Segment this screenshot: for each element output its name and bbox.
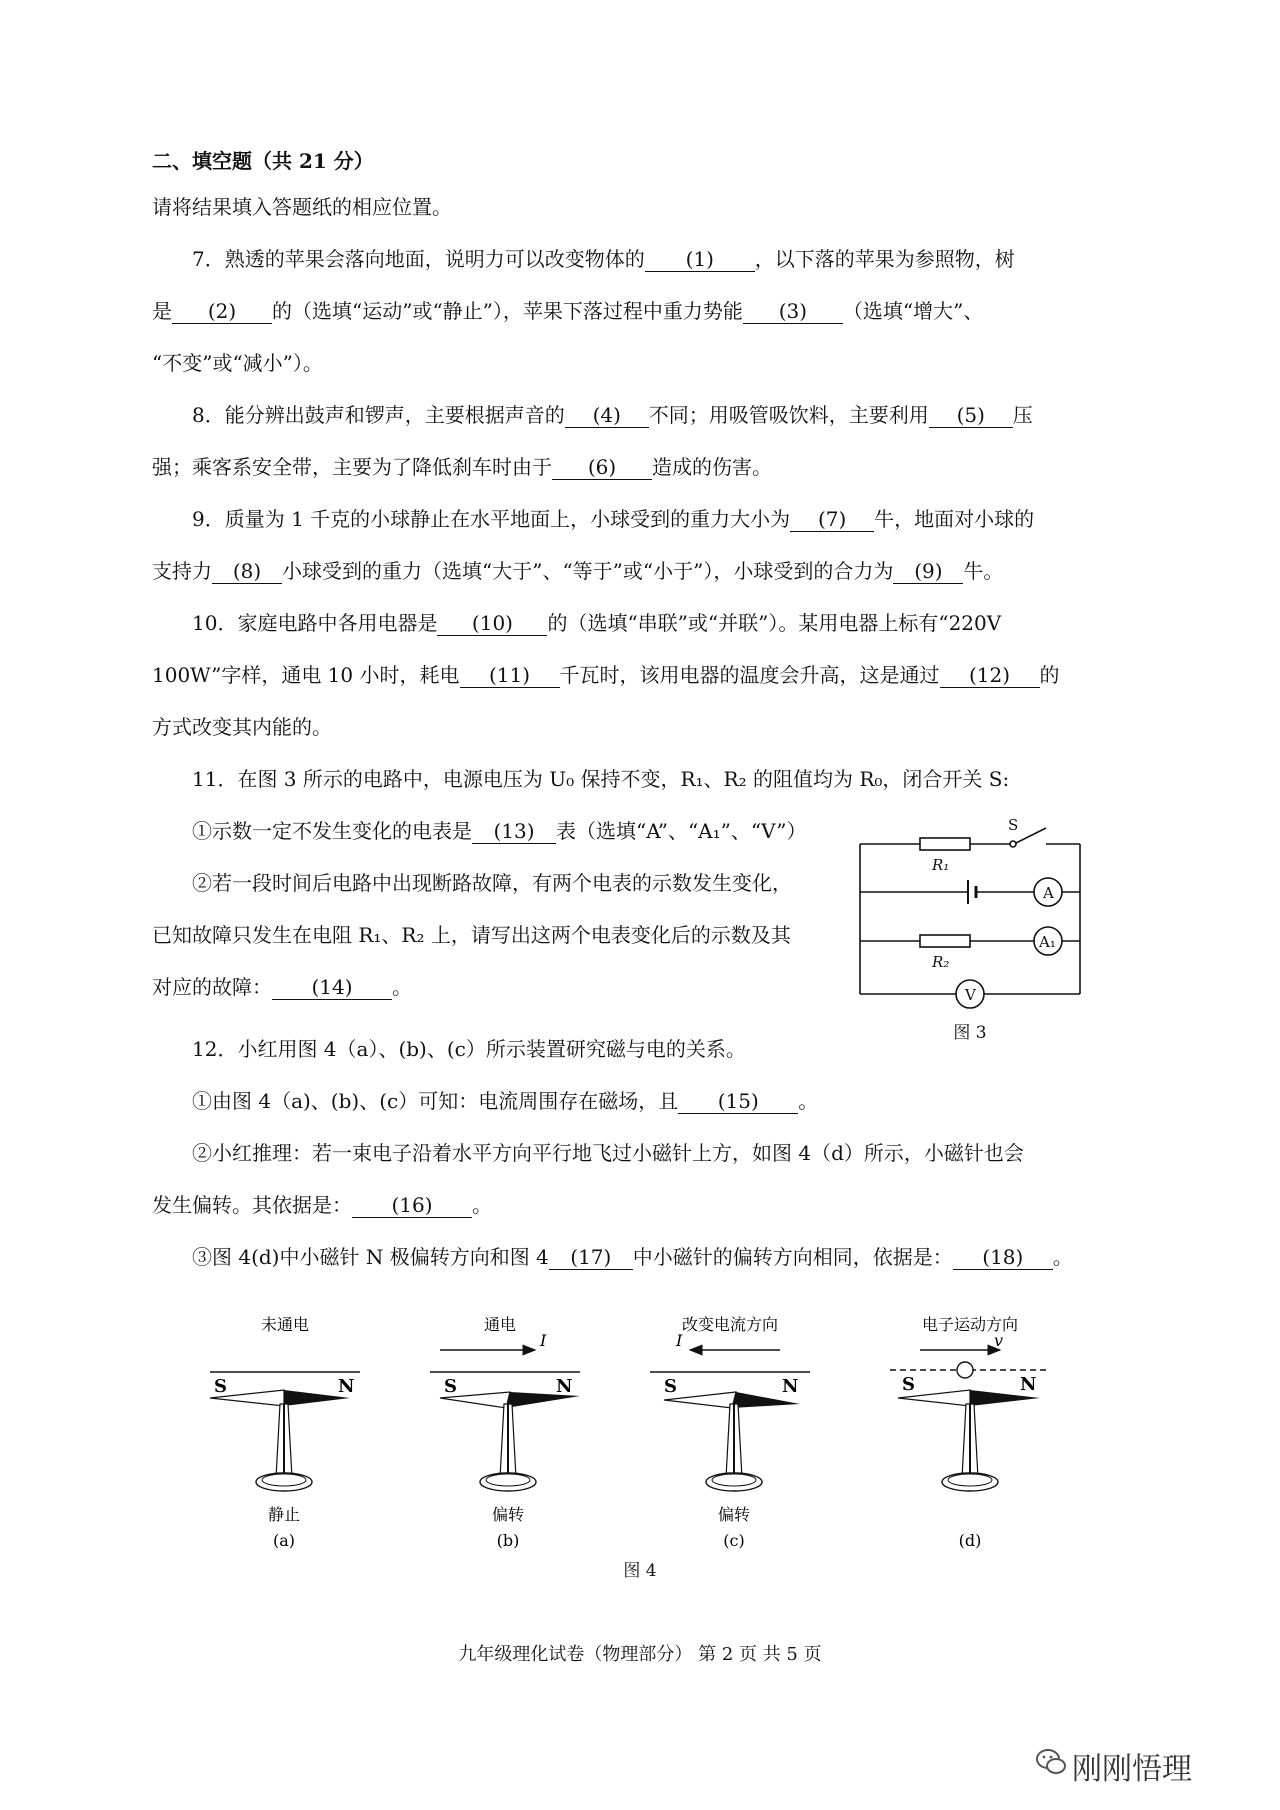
panel-b xyxy=(430,1315,580,1550)
q9-text: 牛，地面对小球的 xyxy=(874,507,1035,531)
q12-line3: ②小红推理：若一束电子沿着水平方向平行地飞过小磁针上方，如图 4（d）所示，小磁针也会 xyxy=(192,1141,1024,1165)
answer-blank-12[interactable]: (12) xyxy=(940,663,1040,688)
section-title: 二、填空题（共 21 分） xyxy=(152,149,374,173)
q11-line1: 11．在图 3 所示的电路中，电源电压为 U₀ 保持不变，R₁、R₂ 的阻值均为 R₀，闭合开关 S: xyxy=(192,767,1010,791)
q12-text: ③图 4(d)中小磁针 N 极偏转方向和图 4 xyxy=(192,1245,549,1269)
q12-text: ①由图 4（a)、(b)、(c）可知：电流周围存在磁场，且 xyxy=(192,1089,679,1113)
label-meter-a1: A₁ xyxy=(1039,933,1056,951)
answer-blank-6[interactable]: (6) xyxy=(552,455,652,480)
q7-text: ，以下落的苹果为参照物，树 xyxy=(754,247,1015,271)
answer-blank-5[interactable]: (5) xyxy=(929,403,1013,428)
q10-text: 的（选填“串联”或“并联”）。某用电器上标有“220V xyxy=(547,611,1002,635)
label-s: S xyxy=(902,1374,915,1395)
q10-text: 100W”字样，通电 10 小时，耗电 xyxy=(152,663,460,687)
q9-line2 xyxy=(152,556,1112,586)
q9-text: 9．质量为 1 千克的小球静止在水平地面上，小球受到的重力大小为 xyxy=(192,507,791,531)
q11-text: ①示数一定不发生变化的电表是 xyxy=(192,819,472,843)
figure-3-caption: 图 3 xyxy=(953,1023,987,1043)
q11-line5 xyxy=(152,972,752,1002)
circuit-diagram xyxy=(850,814,1090,1024)
q10-text: 的 xyxy=(1039,663,1060,687)
electron xyxy=(957,1362,973,1378)
label-s: S xyxy=(214,1376,227,1397)
label-n: N xyxy=(1020,1374,1037,1395)
q12-text: 中小磁针的偏转方向相同，依据是： xyxy=(632,1245,953,1269)
q10-line2 xyxy=(152,660,1112,690)
q9-text: 支持力 xyxy=(152,559,212,583)
panel-a-label: (a) xyxy=(272,1531,296,1550)
q11-line3: ②若一段时间后电路中出现断路故障，有两个电表的示数发生变化， xyxy=(192,871,792,895)
q7-line2 xyxy=(152,296,1112,326)
q12-text: 发生偏转。其依据是： xyxy=(152,1193,352,1217)
label-current: I xyxy=(540,1331,547,1350)
answer-blank-17[interactable]: (17) xyxy=(549,1245,633,1270)
panel-d-top-label: 电子运动方向 xyxy=(921,1315,1019,1334)
q8-line2 xyxy=(152,452,1112,482)
q9-text: 小球受到的重力（选填“大于”、“等于”或“小于”），小球受到的合力为 xyxy=(282,559,894,583)
figure-4-caption: 图 4 xyxy=(623,1561,657,1581)
resistor-r1 xyxy=(920,838,970,850)
panel-c-state: 偏转 xyxy=(717,1505,751,1524)
resistor-r2 xyxy=(920,935,970,947)
q8-text: 压 xyxy=(1012,403,1033,427)
q12-line5 xyxy=(192,1242,1152,1272)
label-n: N xyxy=(782,1376,799,1397)
q7-text: 是 xyxy=(152,299,172,323)
label-r1: R₁ xyxy=(932,856,950,874)
panel-a-top-label: 未通电 xyxy=(260,1315,310,1334)
q11-text: 。 xyxy=(392,975,412,999)
q12-text: 。 xyxy=(1052,1245,1073,1269)
label-n: N xyxy=(338,1376,355,1397)
wechat-icon xyxy=(1036,1748,1066,1776)
label-velocity: v xyxy=(994,1331,1004,1350)
q9-text: 牛。 xyxy=(963,559,1004,583)
panel-b-top-label: 通电 xyxy=(483,1315,517,1334)
q8-text: 强；乘客系安全带，主要为了降低刹车时由于 xyxy=(152,455,552,479)
q11-text: 对应的故障： xyxy=(152,975,272,999)
label-meter-a: A xyxy=(1043,884,1054,902)
q12-text: 。 xyxy=(472,1193,492,1217)
answer-blank-7[interactable]: (7) xyxy=(790,507,874,532)
answer-blank-9[interactable]: (9) xyxy=(893,559,963,584)
q12-text: 。 xyxy=(798,1089,819,1113)
q9-line1 xyxy=(192,504,1152,534)
switch-s xyxy=(1016,828,1046,843)
panel-d-label: (d) xyxy=(958,1531,982,1550)
answer-blank-16[interactable]: (16) xyxy=(352,1193,472,1218)
panel-c-top-label: 改变电流方向 xyxy=(681,1315,779,1334)
q11-line4: 已知故障只发生在电阻 R₁、R₂ 上，请写出这两个电表变化后的示数及其 xyxy=(152,923,791,947)
panel-b-state: 偏转 xyxy=(491,1505,525,1524)
watermark: 刚刚悟理 xyxy=(1072,1752,1192,1787)
q7-text: 的（选填“运动”或“静止”），苹果下落过程中重力势能 xyxy=(272,299,743,323)
label-current: I xyxy=(676,1331,683,1350)
answer-blank-1[interactable]: (1) xyxy=(645,247,755,272)
panel-c-label: (c) xyxy=(723,1531,745,1550)
section-instruction: 请将结果填入答题纸的相应位置。 xyxy=(152,195,452,219)
q10-text: 千瓦时，该用电器的温度会升高，这是通过 xyxy=(559,663,940,687)
panel-b-label: (b) xyxy=(496,1531,520,1550)
q10-line1 xyxy=(192,608,1152,638)
label-n: N xyxy=(556,1376,573,1397)
label-meter-v: V xyxy=(965,986,976,1004)
q12-line1: 12．小红用图 4（a）、(b)、(c）所示装置研究磁与电的关系。 xyxy=(192,1037,746,1061)
q8-line1 xyxy=(192,400,1152,430)
answer-blank-14[interactable]: (14) xyxy=(272,975,392,1000)
q11-text: 表（选填“A”、“A₁”、“V”） xyxy=(556,819,807,843)
q10-text: 10．家庭电路中各用电器是 xyxy=(192,611,438,635)
figure-4 xyxy=(200,1300,1100,1570)
q7-text: （选填“增大”、 xyxy=(842,299,984,323)
label-r2: R₂ xyxy=(932,953,950,971)
q12-line4 xyxy=(152,1190,1112,1220)
answer-blank-10[interactable]: (10) xyxy=(437,611,547,636)
answer-blank-3[interactable]: (3) xyxy=(743,299,843,324)
q12-line2 xyxy=(192,1086,1152,1116)
panel-d xyxy=(890,1315,1050,1550)
page-footer: 九年级理化试卷（物理部分） 第 2 页 共 5 页 xyxy=(458,1644,822,1665)
q8-text: 8．能分辨出鼓声和锣声，主要根据声音的 xyxy=(192,403,565,427)
q7-line3: “不变”或“减小”）。 xyxy=(152,351,323,375)
q11-line2 xyxy=(192,816,852,846)
q7-text: 7．熟透的苹果会落向地面，说明力可以改变物体的 xyxy=(192,247,645,271)
q7-line1 xyxy=(192,244,1152,274)
answer-blank-2[interactable]: (2) xyxy=(172,299,272,324)
answer-blank-15[interactable]: (15) xyxy=(678,1089,798,1114)
q10-line3: 方式改变其内能的。 xyxy=(152,715,332,739)
q8-text: 不同；用吸管吸饮料，主要利用 xyxy=(648,403,929,427)
panel-c xyxy=(650,1315,810,1550)
label-s: S xyxy=(664,1376,677,1397)
answer-blank-13[interactable]: (13) xyxy=(472,819,556,844)
answer-blank-11[interactable]: (11) xyxy=(460,663,560,688)
answer-blank-8[interactable]: (8) xyxy=(212,559,282,584)
q8-text: 造成的伤害。 xyxy=(652,455,772,479)
label-s: S xyxy=(444,1376,457,1397)
label-switch: S xyxy=(1008,816,1019,834)
panel-a-state: 静止 xyxy=(267,1505,301,1524)
answer-blank-18[interactable]: (18) xyxy=(953,1245,1053,1270)
answer-blank-4[interactable]: (4) xyxy=(565,403,649,428)
panel-a xyxy=(210,1315,360,1550)
